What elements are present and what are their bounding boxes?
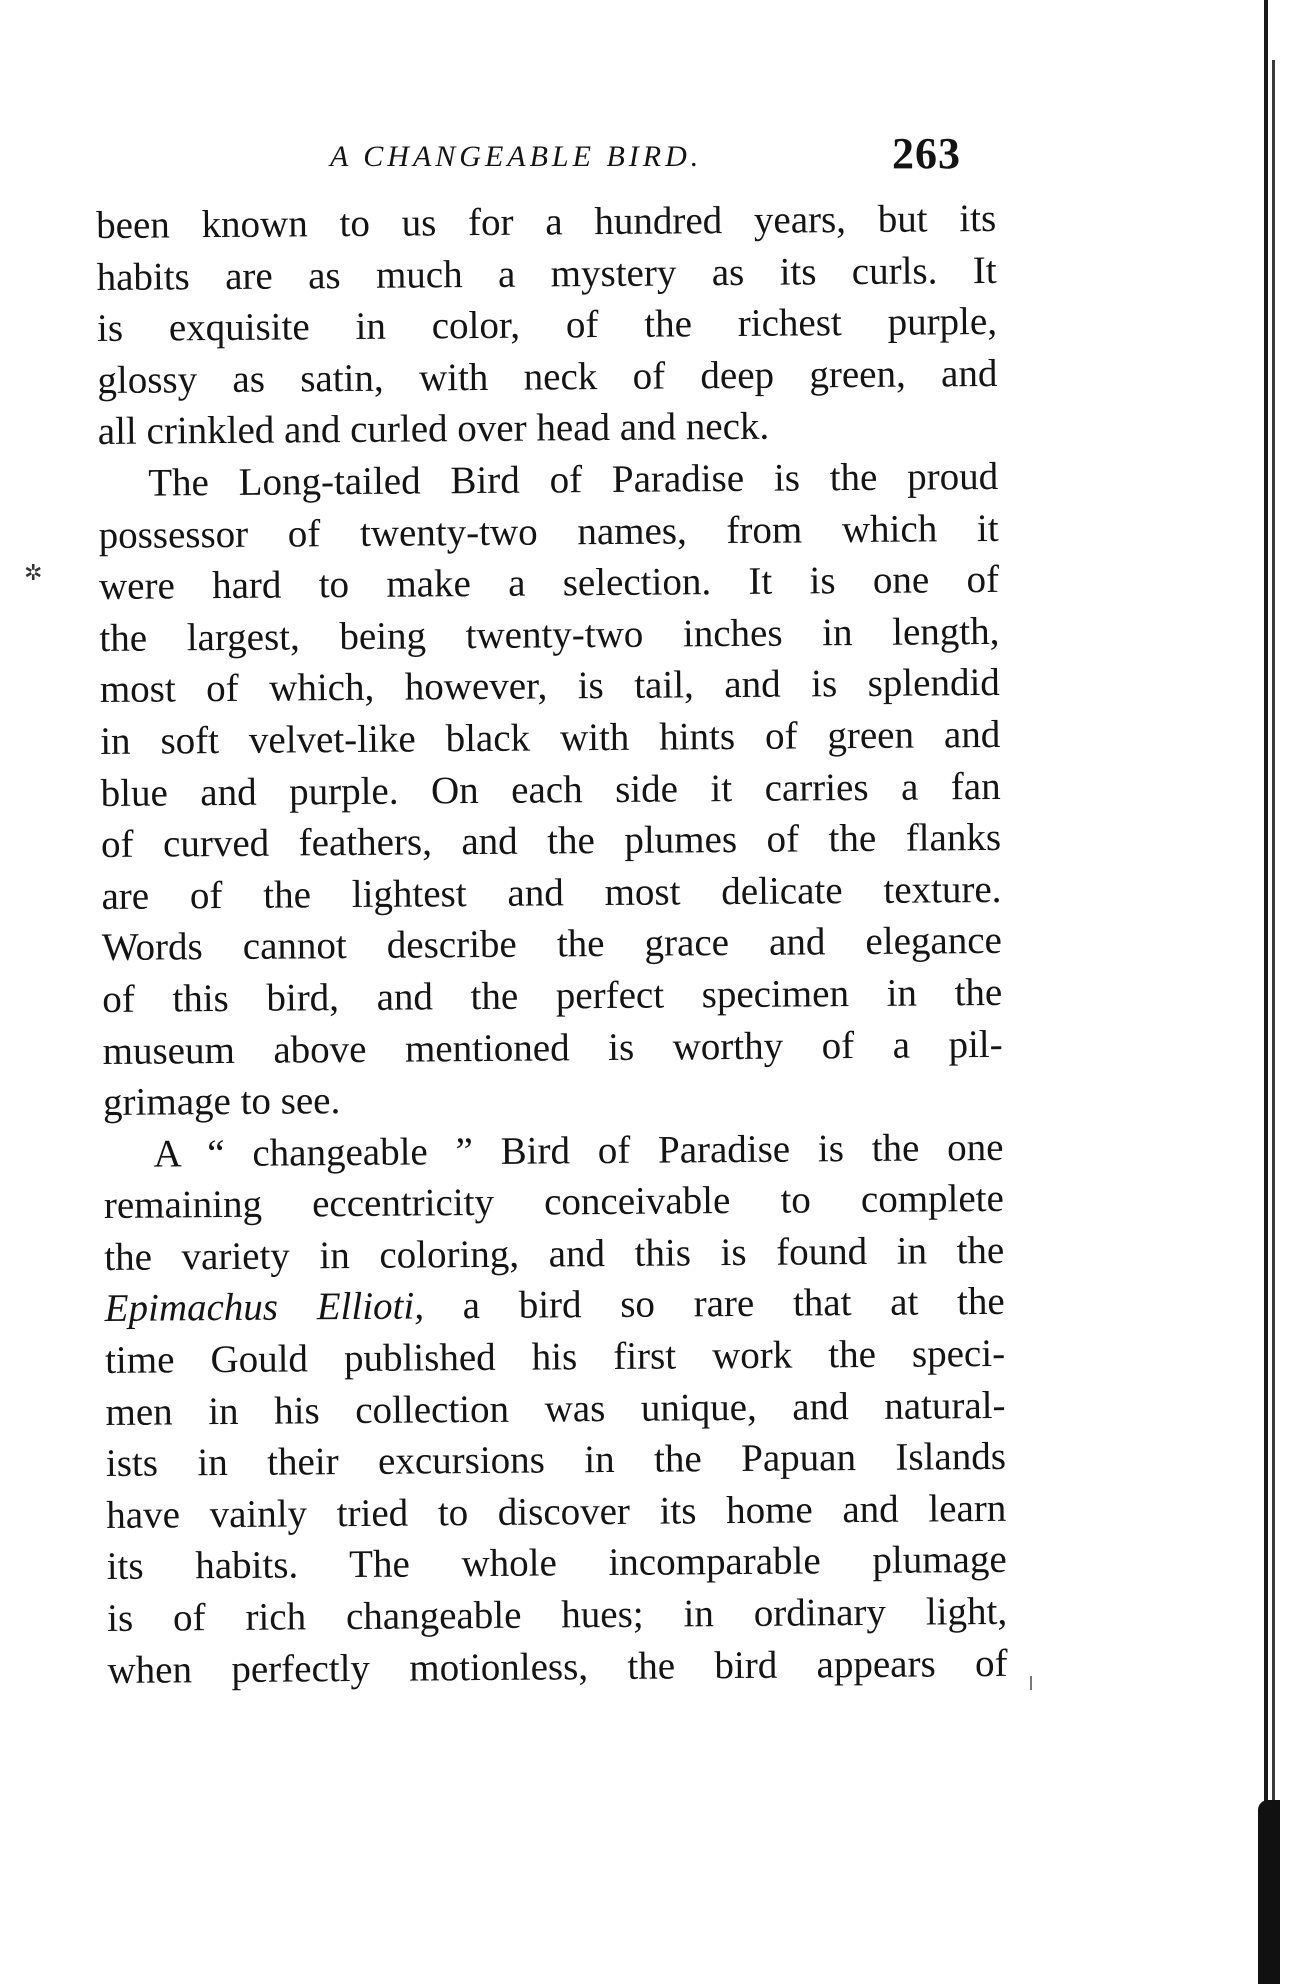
text-line: men in his collection was unique, and natural-	[105, 1383, 1006, 1434]
text-line: been known to us for a hundred years, but its	[96, 196, 997, 247]
text-line: were hard to make a selection. It is one of	[98, 558, 1000, 609]
faint-mark	[1030, 1676, 1032, 1690]
text-line: when perfectly motionless, the bird appears of	[107, 1641, 1008, 1692]
text-line: are of the lightest and most delicate texture.	[101, 867, 1002, 918]
text-line: possessor of twenty-two names, from which it	[98, 506, 999, 557]
text-line: of curved feathers, and the plumes of the flanks	[100, 816, 1002, 867]
text-line: the largest, being twenty-two inches in length,	[99, 609, 1000, 660]
spine-line	[1264, 0, 1268, 1984]
text-line: ists in their excursions in the Papuan Islands	[105, 1435, 1007, 1486]
text-line: of this bird, and the perfect specimen in the	[102, 970, 1003, 1021]
text-line: The Long-tailed Bird of Paradise is the proud	[148, 454, 999, 505]
text-line: in soft velvet-like black with hints of green and	[100, 712, 1001, 763]
text-line: habits are as much a mystery as its curls. It	[96, 248, 997, 299]
text-line: remaining eccentricity conceivable to complete	[103, 1177, 1005, 1228]
text-line: A “ changeable ” Bird of Paradise is the one	[153, 1125, 1004, 1176]
text-line: all crinkled and curled over head and neck.	[97, 405, 770, 454]
species-name: Epimachus Ellioti,	[104, 1284, 425, 1331]
species-line-rest: a bird so rare that at the	[423, 1280, 1005, 1328]
paragraph-3	[103, 1122, 1007, 1697]
text-line: time Gould published his first work the speci-	[104, 1331, 1006, 1383]
running-title: A CHANGEABLE BIRD.	[330, 140, 703, 173]
book-spine-edge	[1256, 0, 1290, 1984]
text-line: grimage to see.	[102, 1079, 341, 1125]
text-line: glossy as satin, with neck of deep green, and	[97, 351, 998, 402]
text-line: is of rich changeable hues; in ordinary light,	[106, 1589, 1008, 1640]
spine-shadow	[1258, 1800, 1280, 1984]
ink-speck: ✲	[24, 560, 43, 585]
page-number: 263	[892, 129, 961, 178]
paragraph-1	[96, 193, 998, 458]
text-line: museum above mentioned is worthy of a pil-	[102, 1022, 1003, 1073]
text-line-species	[105, 1276, 1005, 1335]
text-line: Words cannot describe the grace and elegance	[101, 919, 1003, 970]
paragraph-2	[98, 451, 1003, 1129]
text-line: blue and purple. On each side it carries a fan	[100, 764, 1001, 815]
text-line: most of which, however, is tail, and is splendid	[99, 661, 1000, 712]
body-text	[96, 193, 1008, 1696]
text-line: its habits. The whole incomparable plumage	[106, 1538, 1007, 1589]
running-head	[100, 128, 980, 188]
text-line: the variety in coloring, and this is found in the	[104, 1228, 1005, 1279]
spine-line	[1272, 60, 1275, 1984]
text-line: have vainly tried to discover its home and learn	[106, 1486, 1007, 1537]
text-line: is exquisite in color, of the richest purple,	[96, 300, 998, 351]
